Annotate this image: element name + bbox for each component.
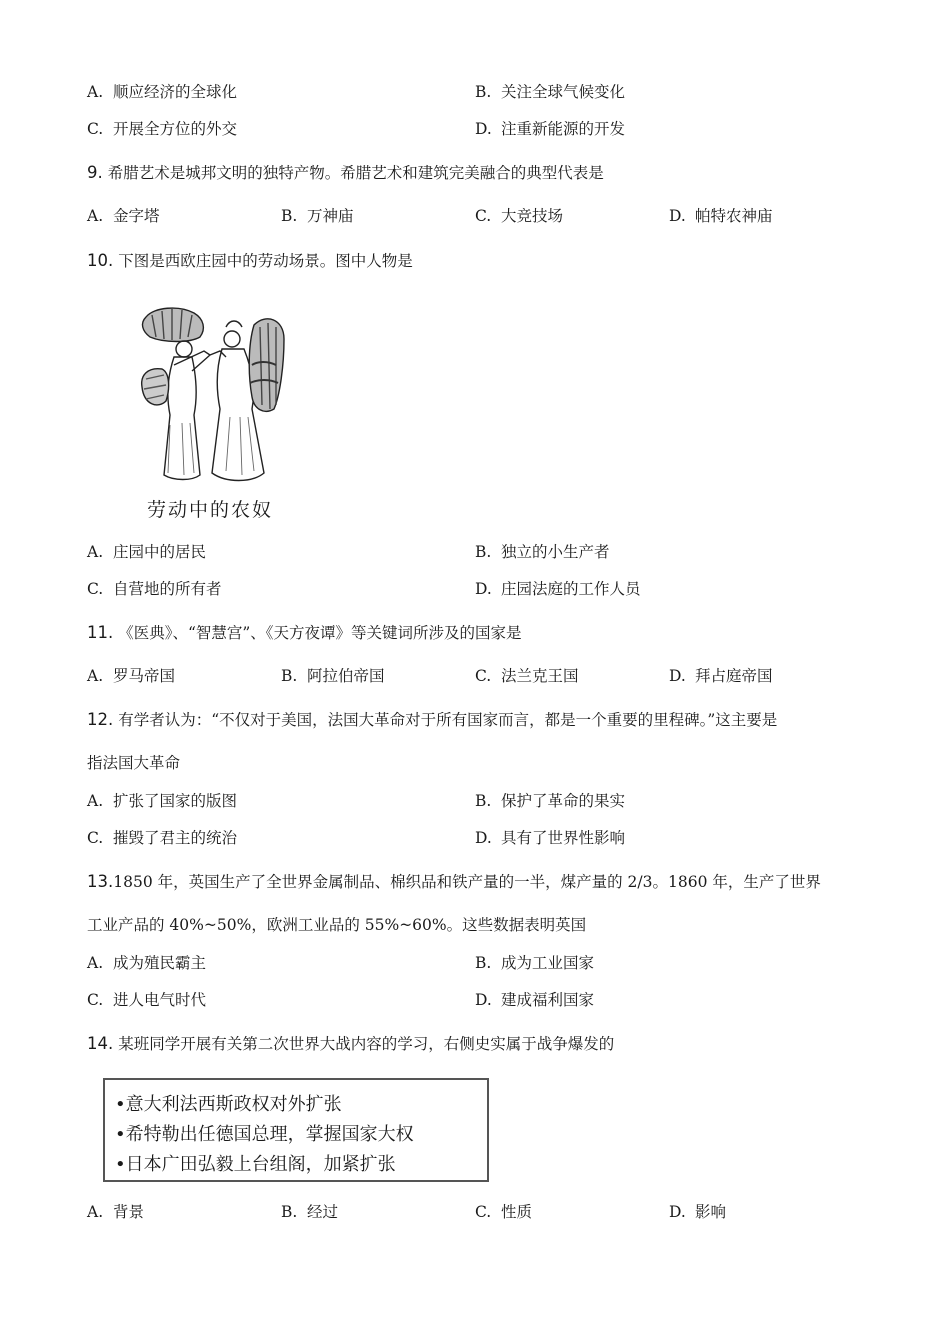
q11-option-c: C. 法兰克王国 [475, 667, 579, 685]
q13-stem-line1: 13.1850 年，英国生产了全世界金属制品、棉织品和铁产量的一半，煤产量的 2/3。1860 年，生产了世界 [87, 872, 821, 891]
q13-stem-line2: 工业产品的 40%~50%，欧洲工业品的 55%~60%。这些数据表明英国 [87, 916, 587, 934]
q14-option-d: D. 影响 [669, 1203, 727, 1221]
q11-option-b: B. 阿拉伯帝国 [281, 667, 385, 685]
q9-option-d: D. 帕特农神庙 [669, 207, 773, 225]
q13-option-c: C. 进人电气时代 [87, 991, 207, 1009]
fact-item: •意大利法西斯政权对外扩张 [115, 1094, 342, 1115]
q12-stem-line1: 12. 有学者认为：“不仅对于美国，法国大革命对于所有国家而言，都是一个重要的里程碑。”这主要是 [87, 710, 778, 729]
q11-option-d: D. 拜占庭帝国 [669, 667, 773, 685]
figure-caption: 劳动中的农奴 [146, 499, 273, 521]
fact-item: •希特勒出任德国总理，掌握国家大权 [115, 1124, 414, 1145]
q14-stem: 14. 某班同学开展有关第二次世界大战内容的学习，右侧史实属于战争爆发的 [87, 1034, 615, 1053]
q12-stem-line2: 指法国大革命 [87, 754, 181, 772]
q8-option-c: C. 开展全方位的外交 [87, 120, 238, 138]
q14-option-c: C. 性质 [475, 1203, 533, 1221]
fact-item: •日本广田弘毅上台组阁，加紧扩张 [115, 1154, 396, 1175]
q11-stem: 11. 《医典》、“智慧宫”、《天方夜谭》等关键词所涉及的国家是 [87, 623, 522, 642]
serfs-illustration [134, 305, 286, 523]
q10-option-a: A. 庄园中的居民 [87, 543, 207, 561]
q8-option-b: B. 关注全球气候变化 [475, 83, 626, 101]
q10-option-c: C. 自营地的所有者 [87, 580, 222, 598]
q14-option-a: A. 背景 [87, 1203, 145, 1221]
q12-option-c: C. 摧毁了君主的统治 [87, 829, 238, 847]
q12-option-d: D. 具有了世界性影响 [475, 829, 626, 847]
q14-option-b: B. 经过 [281, 1203, 339, 1221]
q8-option-a: A. 顺应经济的全球化 [87, 83, 238, 101]
q12-option-b: B. 保护了革命的果实 [475, 792, 626, 810]
q8-option-d: D. 注重新能源的开发 [475, 120, 626, 138]
q12-option-a: A. 扩张了国家的版图 [87, 792, 238, 810]
q10-option-b: B. 独立的小生产者 [475, 543, 610, 561]
q9-option-b: B. 万神庙 [281, 207, 354, 225]
q9-option-c: C. 大竞技场 [475, 207, 564, 225]
q13-option-a: A. 成为殖民霸主 [87, 954, 207, 972]
serfs-drawing [134, 305, 286, 495]
q10-stem: 10. 下图是西欧庄园中的劳动场景。图中人物是 [87, 251, 413, 270]
q13-option-d: D. 建成福利国家 [475, 991, 595, 1009]
q11-option-a: A. 罗马帝国 [87, 667, 176, 685]
q9-option-a: A. 金字塔 [87, 207, 160, 225]
q9-stem: 9. 希腊艺术是城邦文明的独特产物。希腊艺术和建筑完美融合的典型代表是 [87, 163, 604, 182]
historical-facts-box [103, 1078, 489, 1182]
q10-option-d: D. 庄园法庭的工作人员 [475, 580, 641, 598]
q13-option-b: B. 成为工业国家 [475, 954, 595, 972]
